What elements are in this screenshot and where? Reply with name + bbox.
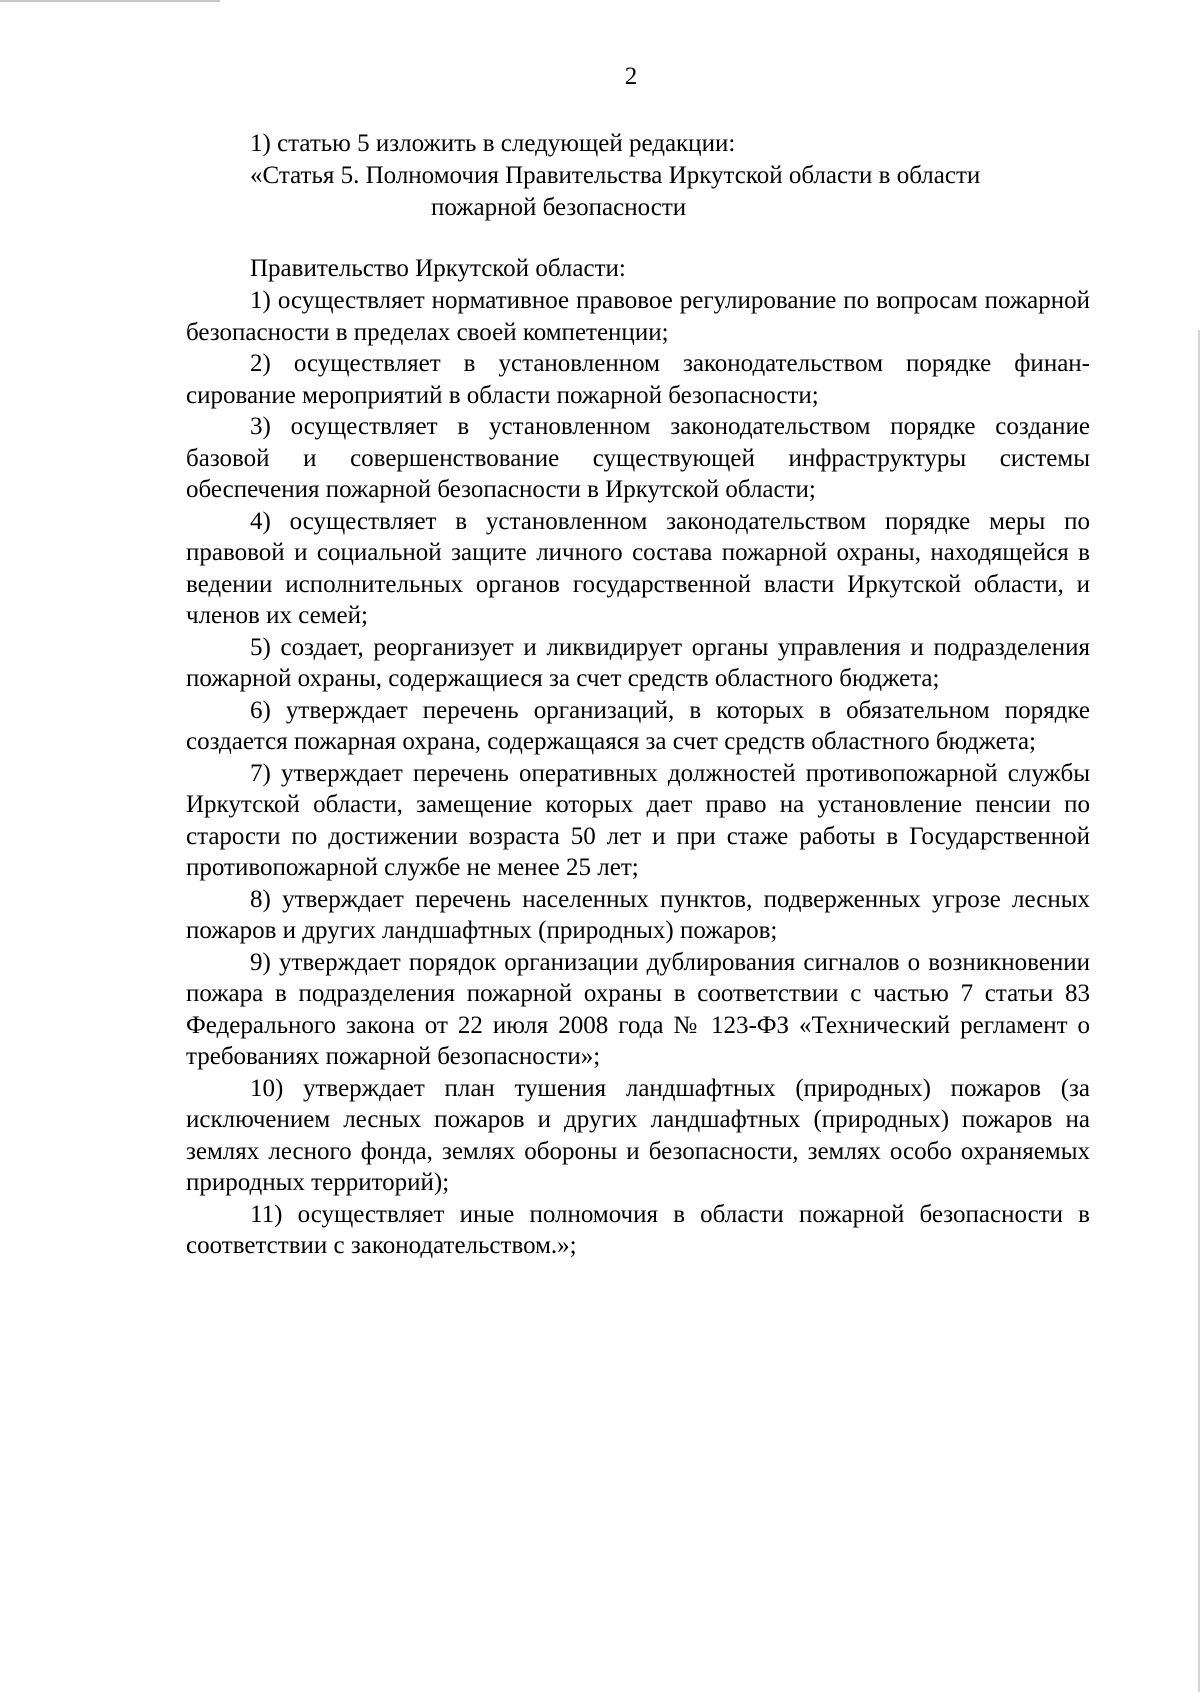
article-heading xyxy=(250,160,1090,223)
power-item-3: 3) осуществляет в установленном законодательством порядке создание базовой и совершенствование существующей инфраструктуры системы обеспечения пожарной безопасности в Иркутской области; xyxy=(186,413,1090,503)
power-item-1: 1) осуществляет нормативное правовое регулирование по вопросам пожарной безопасности в пределах своей компетенции; xyxy=(186,287,1090,346)
powers-list xyxy=(186,285,1090,1262)
power-item-9: 9) утверждает порядок организации дублирования сигналов о возникновении пожара в подразделения пожарной охраны в соответствии с частью 7 статьи 83 Федерального закона от 22 июля 2008 года № 123-ФЗ «Технический регламент о требованиях пожарной безопасности»; xyxy=(186,948,1090,1070)
power-item-5: 5) создает, реорганизует и ликвидирует органы управления и подразделения пожарной охраны, содержащиеся за счет средств областного бюджета; xyxy=(186,633,1090,692)
power-item-6: 6) утверждает перечень организаций, в которых в обязательном порядке создается пожарная охрана, содержащаяся за счет средств областного бюджета; xyxy=(186,696,1090,755)
article-heading-line2: пожарной безопасности xyxy=(431,193,687,221)
power-item-10: 10) утверждает план тушения ландшафтных (природных) пожаров (за исключением лесных пожаров и других ландшафтных (природных) пожаров на землях лесного фонда, землях обороны и безопасности, землях особо охраняемых природных территорий); xyxy=(186,1074,1090,1196)
power-item-11: 11) осуществляет иные полномочия в области пожарной безопасности в соответствии с законодательством.»; xyxy=(186,1200,1090,1259)
power-item-4: 4) осуществляет в установленном законодательством порядке меры по правовой и социальной защите личного состава пожарной охраны, находящейся в ведении исполнительных органов государственной власти Иркутской области, и членов их семей; xyxy=(186,507,1090,629)
scan-edge-top xyxy=(0,0,220,2)
page-number: 2 xyxy=(624,63,638,90)
power-item-2: 2) осуществляет в установленном законодательством порядке финансирование мероприятий в области пожарной безопасности; xyxy=(186,350,1090,409)
power-item-8: 8) утверждает перечень населенных пунктов, подверженных угрозе лесных пожаров и других ландшафтных (природных) пожаров; xyxy=(186,885,1090,944)
power-item-7: 7) утверждает перечень оперативных должностей противопожарной службы Иркутской области, замещение которых дает право на установление пенсии по старости по достижении возраста 50 лет и при стаже работы в Государственной противопожарной службе не менее 25 лет; xyxy=(186,759,1090,881)
article-heading-line1: «Статья 5. Полномочия Правительства Иркутской области в области xyxy=(250,162,981,189)
government-lead: Правительство Иркутской области: xyxy=(250,255,626,282)
amendment-intro: 1) статью 5 изложить в следующей редакции: xyxy=(250,130,736,157)
